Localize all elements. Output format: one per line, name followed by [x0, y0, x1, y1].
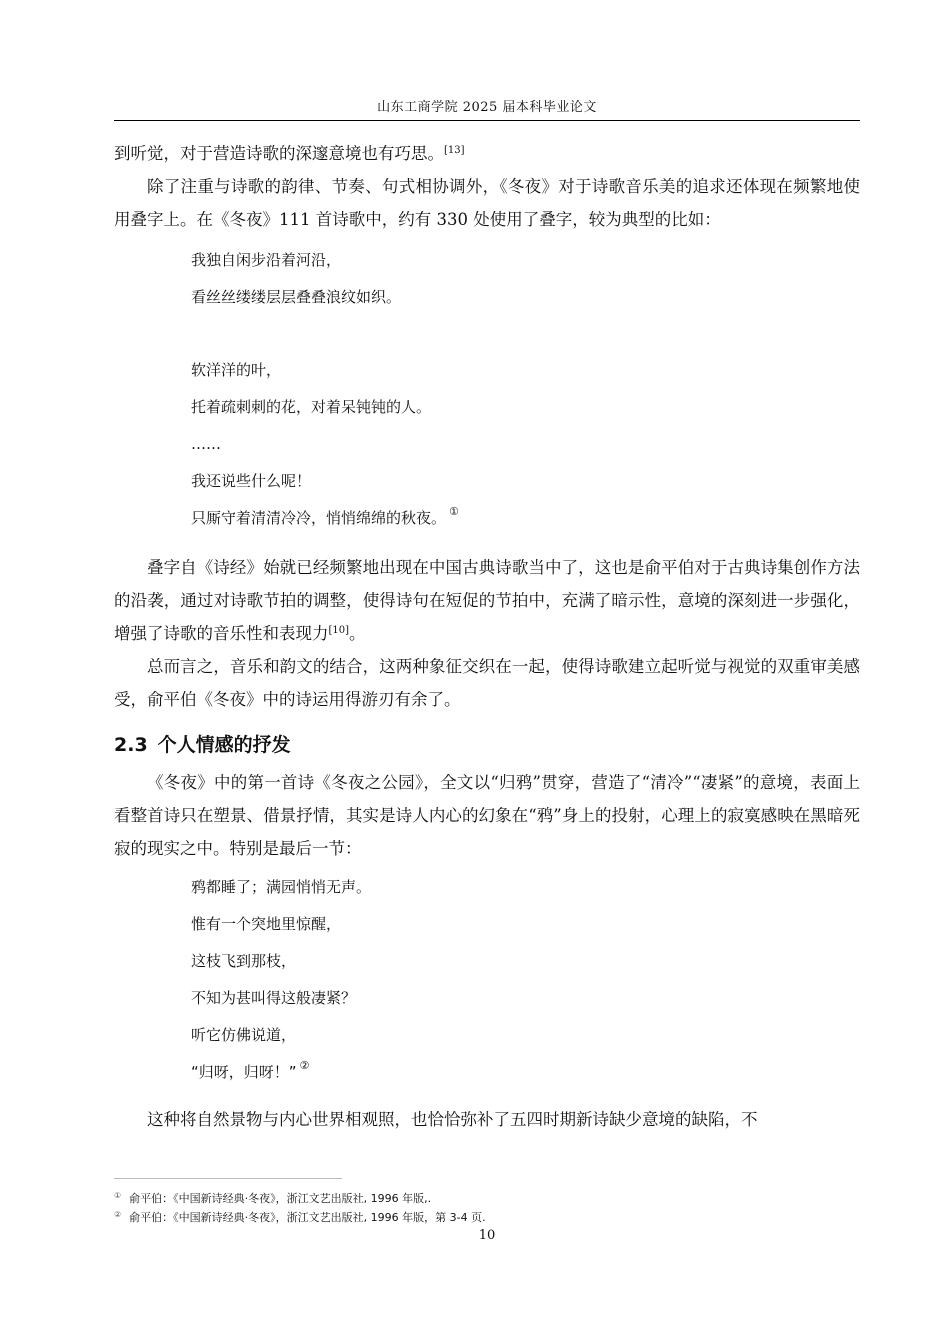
- paragraph-2: 除了注重与诗歌的韵律、节奏、句式相协调外，《冬夜》对于诗歌音乐美的追求还体现在频繁地使用叠字上。在《冬夜》111 首诗歌中，约有 330 处使用了叠字，较为典型的比如：: [114, 177, 860, 229]
- poem-line: 这枝飞到那枝，: [191, 952, 297, 970]
- poem-line: 惟有一个突地里惊醒，: [191, 915, 342, 933]
- footnote-1: [114, 1186, 860, 1205]
- poem-line: 我独自闲步沿着河沿，: [191, 251, 342, 269]
- footnote-ref-1: ①: [449, 505, 459, 518]
- stanza-gap: [191, 316, 860, 352]
- running-header: 山东工商学院 2025 届本科毕业论文: [377, 100, 597, 115]
- poem-line: 托着疏刺刺的花，对着呆钝钝的人。: [191, 398, 432, 416]
- body-text: [114, 137, 860, 1136]
- poem-line: 看丝丝缕缕层层叠叠浪纹如织。: [191, 288, 402, 306]
- section-number: 2.3: [114, 734, 148, 756]
- paragraph-6: 这种将自然景物与内心世界相观照，也恰恰弥补了五四时期新诗缺少意境的缺陷，不: [147, 1110, 758, 1129]
- paragraph-1: [114, 137, 860, 170]
- poem-line-text: “归呀，归呀！”: [191, 1063, 297, 1081]
- section-title: 个人情感的抒发: [157, 734, 291, 756]
- header-rule: [114, 120, 860, 121]
- poem-line: 我还说些什么呢！: [191, 472, 312, 490]
- footnote-2: [114, 1205, 860, 1224]
- poem-excerpt-1: [191, 242, 860, 537]
- citation-13: [13]: [444, 145, 465, 156]
- poem-line-last: [191, 500, 860, 537]
- poem-line: 鸦都睡了；满园悄悄无声。: [191, 878, 372, 896]
- paragraph-1-text: 到听觉，对于营造诗歌的深邃意境也有巧思。: [114, 144, 444, 163]
- footnote-text: 俞平伯：《中国新诗经典·冬夜》，浙江文艺出版社, 1996 年版，第 3-4 页.: [129, 1211, 486, 1224]
- poem-line-last: [191, 1054, 860, 1091]
- poem-line: 听它仿佛说道，: [191, 1026, 297, 1044]
- footnote-text: 俞平伯：《中国新诗经典·冬夜》，浙江文艺出版社, 1996 年版,.: [129, 1192, 432, 1205]
- section-heading: [114, 728, 860, 762]
- footnote-rule: [114, 1178, 342, 1179]
- paragraph-5: 《冬夜》中的第一首诗《冬夜之公园》，全文以“归鸦”贯穿，营造了“清冷”“凄紧”的意境，表面上看整首诗只在塑景、借景抒情，其实是诗人内心的幻象在“鸦”身上的投射，心理上的寂寞感映在黑暗死寂的现实之中。特别是最后一节：: [114, 773, 860, 858]
- footnote-mark: ①: [114, 1191, 122, 1200]
- paragraph-3: [114, 551, 860, 650]
- poem-line: 不知为甚叫得这般凄紧？: [191, 989, 357, 1007]
- paragraph-3-tail: 。: [349, 624, 366, 643]
- poem-excerpt-2: [191, 869, 860, 1091]
- poem-line-ellipsis: ……: [191, 435, 221, 453]
- paragraph-3-text: 叠字自《诗经》始就已经频繁地出现在中国古典诗歌当中了，这也是俞平伯对于古典诗集创作方法的沿袭，通过对诗歌节拍的调整，使得诗句在短促的节拍中，充满了暗示性，意境的深刻进一步强化，增强了诗歌的音乐性和表现力: [114, 558, 860, 643]
- citation-10: [10]: [328, 625, 350, 636]
- poem-line: 软洋洋的叶，: [191, 361, 282, 379]
- footnotes: [114, 1186, 860, 1224]
- poem-line-text: 只厮守着清清冷冷，悄悄绵绵的秋夜。: [191, 509, 447, 527]
- footnote-ref-2: ②: [299, 1059, 310, 1072]
- page-number: 10: [478, 1228, 496, 1243]
- footnote-mark: ②: [114, 1210, 122, 1219]
- paragraph-4: 总而言之，音乐和韵文的结合，这两种象征交织在一起，使得诗歌建立起听觉与视觉的双重审美感受，俞平伯《冬夜》中的诗运用得游刃有余了。: [114, 657, 860, 709]
